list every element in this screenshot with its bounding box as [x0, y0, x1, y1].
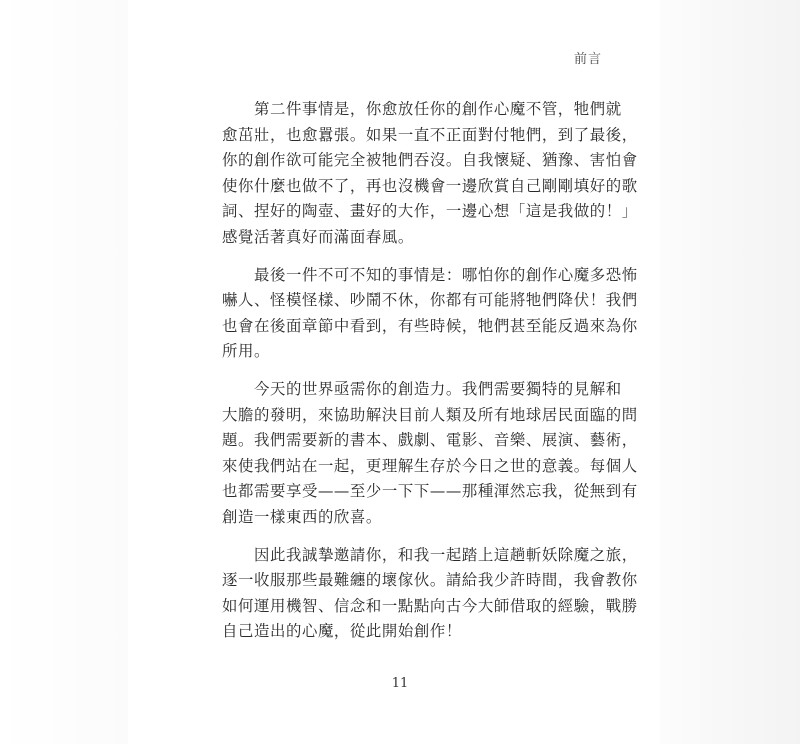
text-line: 如何運用機智、信念和一點點向古今大師借取的經驗，戰勝: [222, 596, 638, 615]
text-line: 最後一件不可不知的事情是：哪怕你的創作心魔多恐怖: [222, 265, 638, 284]
text-line: 你的創作欲可能完全被牠們吞沒。自我懷疑、猶豫、害怕會: [222, 151, 638, 170]
running-header: 前言: [573, 52, 602, 67]
page-margin-right: [660, 0, 800, 744]
paragraph-2: [222, 263, 638, 365]
text-line: 所用。: [222, 342, 270, 361]
text-line: 題。我們需要新的書本、戲劇、電影、音樂、展演、藝術，: [222, 431, 638, 450]
text-line: 愈茁壯，也愈囂張。如果一直不正面對付牠們，到了最後，: [222, 125, 638, 144]
text-line: 因此我誠摯邀請你，和我一起踏上這趟斬妖除魔之旅，: [222, 545, 638, 564]
text-line: 嚇人、怪模怪樣、吵鬧不休，你都有可能將牠們降伏！我們: [222, 291, 638, 310]
text-line: 自己造出的心魔，從此開始創作！: [222, 622, 462, 641]
text-line: 逐一收服那些最難纏的壞傢伙。請給我少許時間，我會教你: [222, 571, 638, 590]
text-line: 來使我們站在一起，更理解生存於今日之世的意義。每個人: [222, 456, 638, 475]
text-line: 使你什麼也做不了，再也沒機會一邊欣賞自己剛剛填好的歌: [222, 176, 638, 195]
paragraph-1: [222, 97, 638, 251]
text-line: 今天的世界亟需你的創造力。我們需要獨特的見解和: [222, 379, 622, 398]
text-line: 第二件事情是，你愈放任你的創作心魔不管，牠們就: [222, 100, 622, 118]
paragraph-4: [222, 543, 638, 645]
text-line: 大膽的發明，來協助解決目前人類及所有地球居民面臨的問: [222, 405, 638, 424]
text-line: 也會在後面章節中看到，有些時候，牠們甚至能反過來為你: [222, 316, 638, 335]
text-line: 詞、捏好的陶壺、畫好的大作，一邊心想「這是我做的！」: [222, 202, 638, 221]
text-line: 感覺活著真好而滿面春風。: [222, 227, 414, 246]
body-text: [222, 97, 638, 657]
text-line: 也都需要享受——至少一下下——那種渾然忘我，從無到有: [222, 482, 638, 501]
page-number: 11: [391, 676, 409, 691]
text-line: 創造一樣東西的欣喜。: [222, 507, 382, 526]
paragraph-3: [222, 377, 638, 531]
page-margin-left: [0, 0, 128, 744]
